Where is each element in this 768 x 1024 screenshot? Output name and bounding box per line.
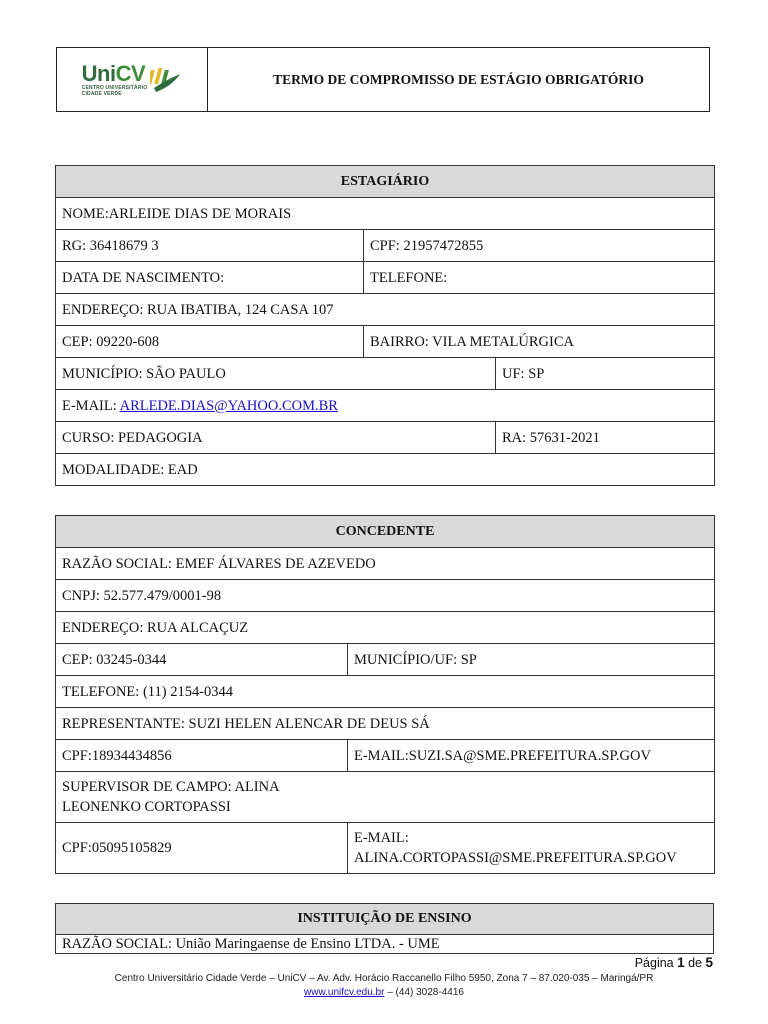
instituicao-table xyxy=(55,903,714,954)
estagiario-uf: UF: SP xyxy=(496,358,715,390)
concedente-endereco: ENDEREÇO: RUA ALCAÇUZ xyxy=(56,612,715,644)
footer-website-link[interactable]: www.unifcv.edu.br xyxy=(304,987,385,998)
page-number: Página 1 de 5 xyxy=(634,955,713,970)
estagiario-endereco: ENDEREÇO: RUA IBATIBA, 124 CASA 107 xyxy=(56,294,715,326)
supervisor-line-1: SUPERVISOR DE CAMPO: ALINA xyxy=(62,779,280,795)
supervisor-email-value: ALINA.CORTOPASSI@SME.PREFEITURA.SP.GOV xyxy=(354,850,677,866)
estagiario-modalidade: MODALIDADE: EAD xyxy=(56,454,715,486)
leaf-emblem-icon xyxy=(150,66,182,94)
logo-subtitle-1: CENTRO UNIVERSITÁRIO xyxy=(81,84,148,91)
estagiario-cep: CEP: 09220-608 xyxy=(56,326,364,358)
concedente-municipio-uf: MUNICÍPIO/UF: SP xyxy=(348,644,715,676)
footer-phone: – (44) 3028-4416 xyxy=(384,987,464,998)
concedente-table xyxy=(55,515,715,874)
document-title: TERMO DE COMPROMISSO DE ESTÁGIO OBRIGATÓRIO xyxy=(273,71,644,87)
logo-cell xyxy=(57,48,208,111)
document-header xyxy=(56,47,710,112)
estagiario-email-link[interactable]: ARLEDE.DIAS@YAHOO.COM.BR xyxy=(119,397,338,414)
concedente-cep: CEP: 03245-0344 xyxy=(56,644,348,676)
estagiario-bairro: BAIRRO: VILA METALÚRGICA xyxy=(364,326,715,358)
representante-email: E-MAIL:SUZI.SA@SME.PREFEITURA.SP.GOV xyxy=(348,740,715,772)
unicv-logo xyxy=(81,60,183,97)
concedente-razao-social: RAZÃO SOCIAL: EMEF ÁLVARES DE AZEVEDO xyxy=(56,548,715,580)
estagiario-ra: RA: 57631-2021 xyxy=(496,422,715,454)
footer-address: Centro Universitário Cidade Verde – UniCV – Av. Adv. Horácio Raccanello Filho 5950, Zona 7 – 87.020-035 – Maringá/PR xyxy=(114,973,654,984)
concedente-cnpj: CNPJ: 52.577.479/0001-98 xyxy=(56,580,715,612)
concedente-telefone: TELEFONE: (11) 2154-0344 xyxy=(56,676,715,708)
estagiario-curso: CURSO: PEDAGOGIA xyxy=(56,422,496,454)
estagiario-nome: NOME:ARLEIDE DIAS DE MORAIS xyxy=(56,198,715,230)
estagiario-table xyxy=(55,165,715,486)
estagiario-rg: RG: 36418679 3 xyxy=(56,230,364,262)
supervisor-email-label: E-MAIL: xyxy=(354,830,409,846)
page-current: 1 xyxy=(677,955,685,970)
logo-text-uni: Uni xyxy=(81,60,116,86)
concedente-representante: REPRESENTANTE: SUZI HELEN ALENCAR DE DEUS SÁ xyxy=(56,708,715,740)
supervisor-email xyxy=(348,823,715,874)
instituicao-heading: INSTITUIÇÃO DE ENSINO xyxy=(56,904,714,935)
logo-subtitle-2: CIDADE VERDE xyxy=(81,90,122,97)
estagiario-email-cell xyxy=(56,390,715,422)
representante-cpf: CPF:18934434856 xyxy=(56,740,348,772)
footer-contact xyxy=(0,987,768,998)
supervisor-cpf: CPF:05095105829 xyxy=(56,823,348,874)
estagiario-email-label: E-MAIL: xyxy=(62,397,120,414)
logo-text-cv: CV xyxy=(115,60,146,86)
instituicao-razao-social: RAZÃO SOCIAL: União Maringaense de Ensino LTDA. - UME xyxy=(56,935,714,954)
supervisor-de-campo xyxy=(56,772,715,823)
supervisor-line-2: LEONENKO CORTOPASSI xyxy=(62,799,231,815)
estagiario-municipio: MUNICÍPIO: SÃO PAULO xyxy=(56,358,496,390)
estagiario-telefone: TELEFONE: xyxy=(364,262,715,294)
estagiario-cpf: CPF: 21957472855 xyxy=(364,230,715,262)
page-total: 5 xyxy=(705,955,713,970)
estagiario-heading: ESTAGIÁRIO xyxy=(56,166,715,198)
estagiario-nascimento: DATA DE NASCIMENTO: xyxy=(56,262,364,294)
concedente-heading: CONCEDENTE xyxy=(56,516,715,548)
